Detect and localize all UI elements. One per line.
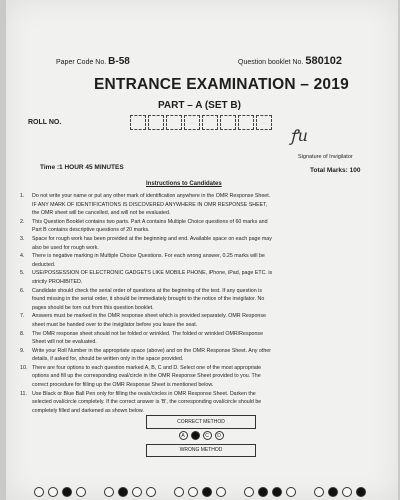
answer-bubble-c: C (203, 431, 212, 440)
instruction-line: The OMR response sheet should not be folded or wrinkled. The folded or wrinkled OMR/Response (32, 330, 264, 337)
bubble-icon (146, 487, 156, 497)
instruction-line: Sheet will not be evaluated. (32, 339, 97, 346)
part-heading: PART – A (SET B) (158, 100, 241, 111)
instructions-heading: Instructions to Candidates (146, 181, 222, 187)
instruction-line: completely filled and darkened as shown below. (32, 407, 144, 414)
bubble-icon (104, 487, 114, 497)
correct-bubbles (146, 431, 256, 440)
question-booklet-page (6, 0, 398, 500)
instruction-item (20, 347, 392, 364)
roll-digit-box[interactable] (202, 115, 218, 130)
bubble-icon (286, 487, 296, 497)
instruction-line: pages should be torn out from this question booklet. (32, 304, 154, 311)
bubble-icon (48, 487, 58, 497)
instruction-line: correct procedure for filling up the OMR Response Sheet is mentioned below. (32, 382, 214, 389)
instruction-number: 5. (20, 270, 25, 277)
wrong-method-label: WRONG METHOD (146, 444, 256, 457)
instruction-number: 2. (20, 218, 25, 225)
total-marks: Total Marks: 100 (310, 167, 361, 174)
instruction-number: 6. (20, 287, 25, 294)
exam-time: Time :1 HOUR 45 MINUTES (40, 164, 124, 171)
roll-digit-box[interactable] (148, 115, 164, 130)
instruction-line: Answers must be marked in the OMR response sheet which is provided separately. OMR Response (32, 313, 266, 320)
booklet-value: 580102 (305, 55, 343, 67)
instruction-number: 1. (20, 193, 25, 199)
roll-digit-box[interactable] (166, 115, 182, 130)
instruction-number: 4. (20, 253, 25, 260)
roll-label: ROLL NO. (28, 119, 62, 126)
instruction-item (20, 252, 392, 269)
bubble-icon (132, 487, 142, 497)
instruction-line: There is negative marking in Multiple Choice Questions. For each wrong answer, 0.25 marks will be (32, 253, 265, 260)
bubble-icon (188, 487, 198, 497)
instruction-item (20, 269, 392, 286)
bubble-icon (174, 487, 184, 497)
paper-code-label: Paper Code No. (56, 59, 107, 66)
instruction-item (20, 390, 392, 416)
instruction-line: There are four options to each question marked A, B, C and D. Select one of the most appropriate (32, 364, 262, 371)
bubble-icon (272, 487, 282, 497)
instruction-line: This Question Booklet contains two parts. Part A contains Multiple Choice questions of 60 marks and (32, 218, 268, 225)
instruction-line: deducted. (32, 261, 56, 268)
instruction-number: 3. (20, 235, 25, 242)
instruction-item (20, 312, 392, 329)
instruction-line: sheet must be handed over to the invigilator before you leave the seat. (32, 321, 198, 328)
invigilator-signature: ꝭu (290, 126, 308, 145)
bubble-icon (216, 487, 226, 497)
instruction-line: IF ANY MARK OF IDENTIFICATIONS IS DISCOVERED ANYWHERE IN OMR RESPONSE SHEET, (32, 201, 268, 208)
bubble-icon (328, 487, 338, 497)
roll-digit-box[interactable] (220, 115, 236, 130)
bubble-icon (258, 487, 268, 497)
instruction-line: USE/POSSESSION OF ELECTRONIC GADGETS LIKE MOBILE PHONE, iPhone, iPad, page ETC. is (32, 270, 273, 277)
booklet-label: Question booklet No. (238, 59, 304, 66)
instruction-item (20, 287, 392, 313)
instruction-number: 9. (20, 347, 25, 354)
wrong-method-examples (34, 487, 366, 497)
bubble-icon (244, 487, 254, 497)
bubble-icon (342, 487, 352, 497)
instruction-line: also be used for rough work. (32, 244, 99, 251)
roll-digit-box[interactable] (184, 115, 200, 130)
answer-bubble-d: D (215, 431, 224, 440)
bubble-icon (34, 487, 44, 497)
answer-bubble-a: A (179, 431, 188, 440)
instruction-line: the OMR sheet will be cancelled, and will not be evaluated. (32, 210, 171, 217)
bubble-icon (118, 487, 128, 497)
instruction-line: found missing in the serial order, it should be immediately brought to the notice of the invigilator. No (32, 296, 265, 303)
signature-label: Signature of Invigilator (298, 154, 353, 160)
instruction-number: 8. (20, 330, 25, 337)
roll-digit-box[interactable] (256, 115, 272, 130)
roll-digit-box[interactable] (130, 115, 146, 130)
bubble-icon (76, 487, 86, 497)
instruction-item (20, 330, 392, 347)
instruction-line: Space for rough work has been provided at the beginning and end. Available space on each page may (32, 235, 272, 242)
bubble-icon (356, 487, 366, 497)
instruction-item (20, 364, 392, 390)
roll-digit-box[interactable] (238, 115, 254, 130)
instructions-list (20, 192, 392, 415)
instruction-line: details, if asked for, should be written only in the space provided. (32, 356, 184, 363)
bubble-icon (314, 487, 324, 497)
instruction-line: options and fill up the corresponding oval/circle in the OMR Response Sheet provided to you. The (32, 373, 261, 380)
paper-code (56, 56, 130, 67)
instruction-item (20, 235, 392, 252)
instruction-line: Candidate should check the serial order of questions at the beginning of the test. If any question is (32, 287, 262, 294)
page-title: ENTRANCE EXAMINATION – 2019 (94, 76, 349, 93)
instruction-number: 7. (20, 313, 25, 320)
instruction-number: 10. (20, 364, 28, 371)
bubble-icon (62, 487, 72, 497)
roll-number-boxes[interactable] (130, 115, 274, 130)
instruction-line: Use Black or Blue Ball Pen only for filling the ovals/circles in OMR Response Sheet. Darken the (32, 390, 256, 397)
booklet-number (238, 55, 342, 67)
instruction-item (20, 192, 392, 218)
answer-bubble-b: B (191, 431, 200, 440)
instruction-line: Do not write your name or put any other mark of identification anywhere in the OMR Response Sheet. (32, 193, 271, 199)
paper-code-value: B-58 (108, 56, 130, 67)
instruction-line: selected oval/circle completely. If the correct answer is 'B', the corresponding oval/circle should be (32, 399, 262, 406)
instruction-number: 11. (20, 390, 27, 397)
instruction-item (20, 218, 392, 235)
instruction-line: strictly PROHIBITED. (32, 278, 83, 285)
instruction-line: Part B contains descriptive questions of 20 marks. (32, 227, 150, 234)
bubble-icon (202, 487, 212, 497)
correct-method-label: CORRECT METHOD (146, 415, 256, 429)
instruction-line: Write your Roll Number in the appropriate space (above) and on the OMR Response Sheet. Any other (32, 347, 271, 354)
omr-example (146, 415, 256, 457)
